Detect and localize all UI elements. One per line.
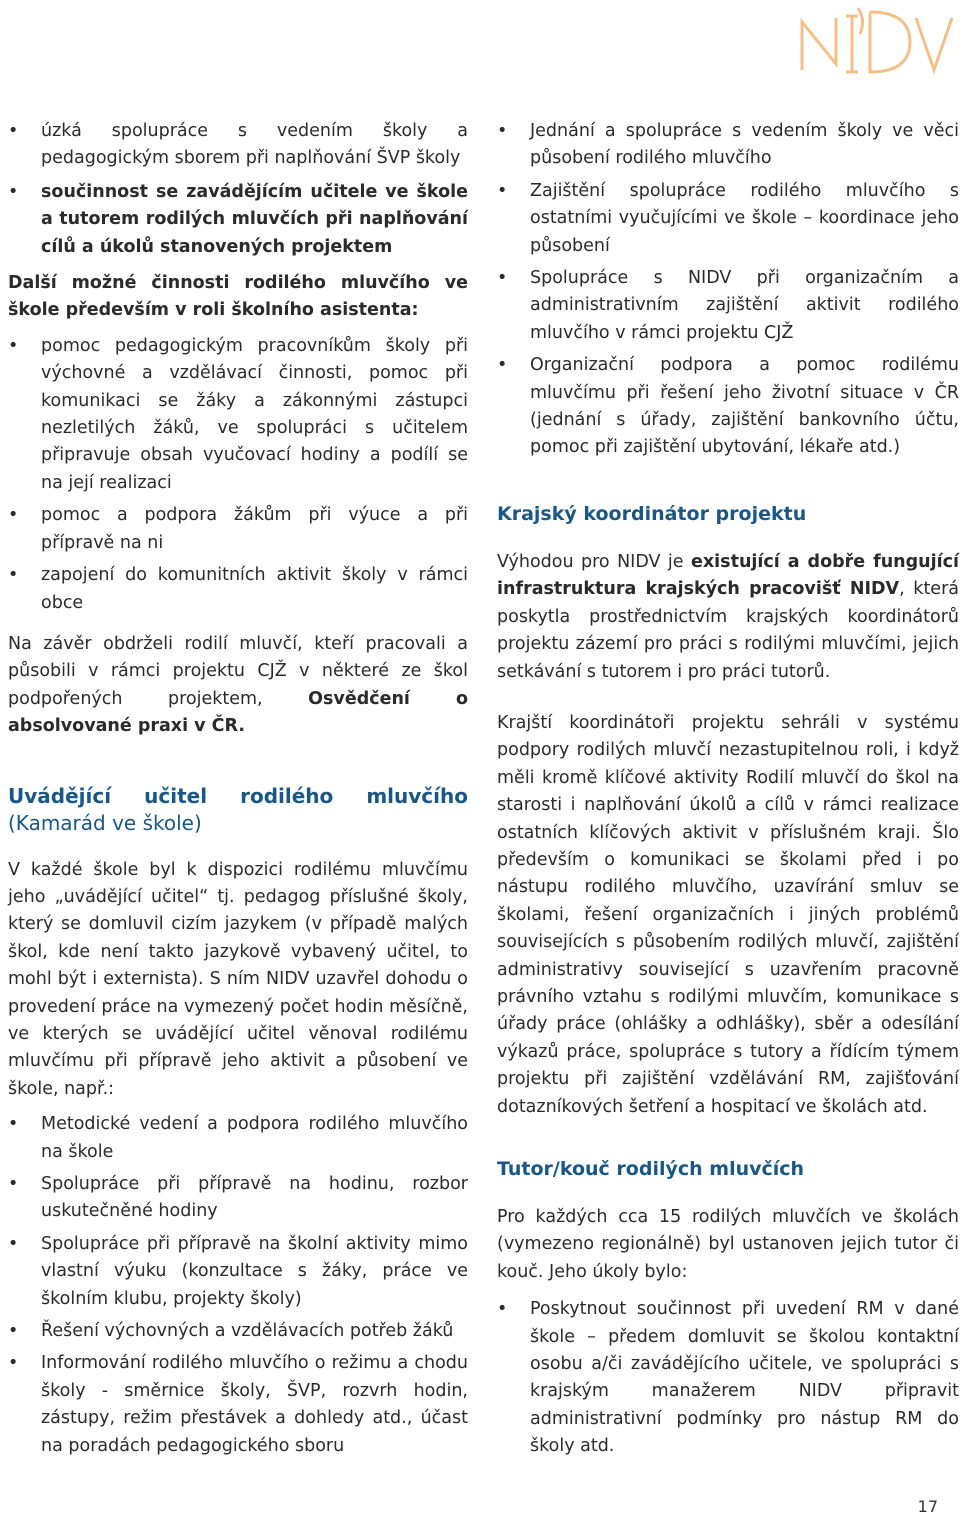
section-heading-uvadejici: Uvádějící učitel rodilého mluvčího (Kamarád ve škole) xyxy=(8,783,468,835)
list-item: • zapojení do komunitních aktivit školy v rámci obce xyxy=(8,565,468,613)
conclusion-paragraph: Na závěr obdrželi rodilí mluvčí, kteří pracovali a působili v rámci projektu CJŽ v některé ze škol podpořených projektem, Osvědčení o absolvované praxi v ČR. xyxy=(8,633,468,737)
list-item: • Spolupráce s NIDV při organizačním a administrativním zajištění aktivit rodilého mluvčího v rámci projektu CJŽ xyxy=(497,268,959,343)
regional-paragraph-2: Krajští koordinátoři projektu sehráli v systému podpory rodilých mluvčí nezastupitelnou roli, i když měli kromě klíčové aktivity Rodilí mluvčí do škol na starosti i naplňování úkolů a cílů v rámci realizace ostatních klíčových aktivit v příslušném kraji. Šlo především o komunikaci se školami před i po nástupu rodilého mluvčího, uzavírání smluv se školami, řešení organizačních i jiných problémů souvisejících s působením rodilých mluvčí, zajištění administrativy související s uzavřením pracovně právního vztahu s rodilými mluvčím, komunikace s úřady práce (ohlášky a odhlášky), sběr a odesílání výkazů práce, spolupráce s tutory a řídícím týmem projektu při zajištění vzdělávání RM, zajišťování dotazníkových šetření a hospitací ve školách atd. xyxy=(497,712,959,1117)
tutor-heading: Tutor/kouč rodilých mluvčích xyxy=(497,1158,805,1180)
tutor-bullet-list xyxy=(497,1296,959,1460)
list-item: • Jednání a spolupráce s vedením školy ve věci působení rodilého mluvčího xyxy=(497,121,959,169)
list-item: • Informování rodilého mluvčího o režimu a chodu školy - směrnice školy, ŠVP, rozvrh hodin, zástupy, režim přestávek a dohledy atd., účast na poradách pedagogického sboru xyxy=(8,1353,468,1456)
list-item: • součinnost se zavádějícím učitele ve škole a tutorem rodilých mluvčích při naplňování cílů a úkolů stanovených projektem xyxy=(8,181,468,257)
page-number: 17 xyxy=(917,1497,938,1516)
activity-bullet-list xyxy=(8,333,468,617)
list-item: • Zajištění spolupráce rodilého mluvčího s ostatními vyučujícími ve škole – koordinace jeho působení xyxy=(497,180,959,256)
list-item: • pomoc pedagogickým pracovníkům školy při výchovné a vzdělávací činnosti, pomoc při komunikaci se žáky a zákonnými zástupci nezletilých žáků, ve spolupráci s učitelem připravuje obsah vyučovací hodiny a podílí se na její realizaci xyxy=(8,335,468,493)
right-column xyxy=(497,118,959,1461)
list-item: • Organizační podpora a pomoc rodilému mluvčímu při řešení jeho životní situace v ČR (jednání s úřady, zajištění bankovního účtu, pomoc při zajištění ubytování, lékaře atd.) xyxy=(497,355,959,458)
list-item: • Spolupráce při přípravě na hodinu, rozbor uskutečněné hodiny xyxy=(8,1174,468,1222)
list-item: • Řešení výchovných a vzdělávacích potřeb žáků xyxy=(8,1321,454,1342)
nidv-logo xyxy=(796,4,954,78)
intro-bullet-list xyxy=(8,118,468,261)
tutor-paragraph: Pro každých cca 15 rodilých mluvčích ve školách (vymezeno regionálně) byl ustanoven jejich tutor či kouč. Jeho úkoly bylo: xyxy=(497,1207,959,1282)
list-item: • Metodické vedení a podpora rodilého mluvčího na škole xyxy=(8,1114,468,1162)
list-item: • pomoc a podpora žákům při výuce a při přípravě na ni xyxy=(8,505,468,553)
list-item: • Spolupráce při přípravě na školní aktivity mimo vlastní výuku (konzultace s žáky, práce ve školním klubu, projekty školy) xyxy=(8,1233,468,1309)
regional-paragraph-1: Výhodou pro NIDV je existující a dobře fungující infrastruktura krajských pracovišť NIDV, která poskytla prostřednictvím krajských koordinátorů projektu zázemí pro práci s rodilými mluvčími, jejich setkávání s tutorem i pro práci tutorů. xyxy=(497,551,959,682)
teacher-bullet-list xyxy=(8,1111,468,1460)
uvadejici-paragraph: V každé škole byl k dispozici rodilému mluvčímu jeho „uvádějící učitel“ tj. pedagog příslušné školy, který se domluvil cizím jazykem (v případě malých škol, kde není takto jazykově vybavený učitel, to mohl být i externista). S ním NIDV uzavřel dohodu o provedení práce na vymezený počet hodin měsíčně, ve kterých se uvádějící učitel věnoval rodilému mluvčímu při přípravě jeho aktivit a působení ve škole, např.: xyxy=(8,859,468,1099)
list-item: • úzká spolupráce s vedením školy a pedagogickým sborem při naplňování ŠVP školy xyxy=(8,121,468,169)
other-activities-intro: Další možné činnosti rodilého mluvčího ve škole především v roli školního asistenta: xyxy=(8,273,468,321)
list-item: • Poskytnout součinnost při uvedení RM v dané škole – předem domluvit se školou kontaktní osobu a/či zavádějícího učitele, ve spolupráci s krajským manažerem NIDV připravit administrativní podmínky pro nástup RM do školy atd. xyxy=(497,1299,959,1457)
top-bullet-list xyxy=(497,118,959,462)
left-column xyxy=(8,118,468,1460)
logo-text: NIDV xyxy=(796,4,799,5)
regional-coordinator-heading: Krajský koordinátor projektu xyxy=(497,502,807,525)
